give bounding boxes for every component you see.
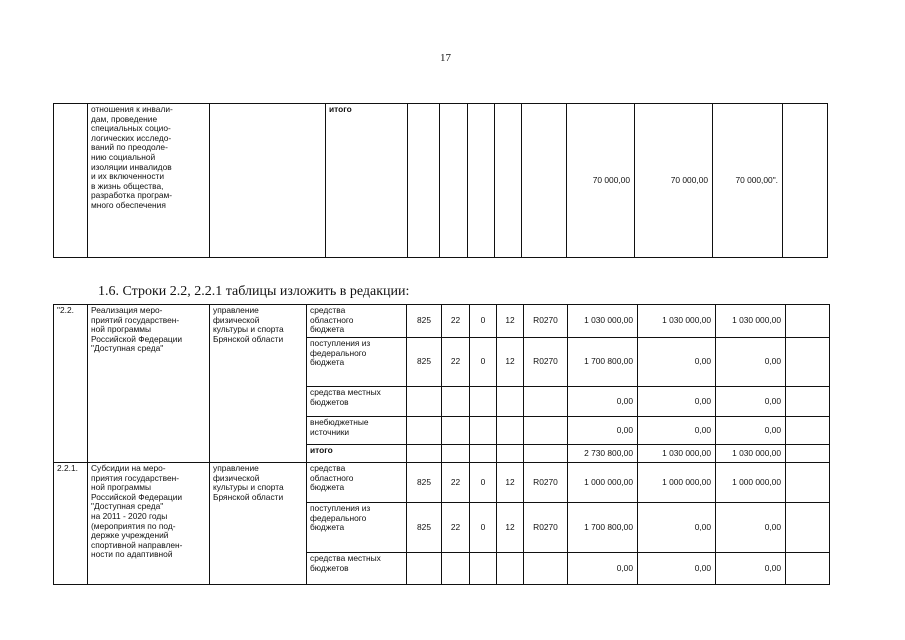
amount-y2: 1 030 000,00 (638, 445, 716, 463)
code-pr: 0 (470, 338, 497, 387)
code-rz: 22 (442, 463, 470, 503)
code-grbs (407, 553, 442, 585)
funding-source: внебюджетные источники (307, 417, 407, 445)
amount-y3: 0,00 (716, 387, 786, 417)
amount-y3: 1 030 000,00 (716, 305, 786, 338)
code-grbs: 825 (407, 463, 442, 503)
code-cs: 12 (497, 305, 524, 338)
code-grbs (407, 387, 442, 417)
code-vr (524, 387, 568, 417)
amount-y1: 1 700 800,00 (568, 503, 638, 553)
amount-y1: 1 000 000,00 (568, 463, 638, 503)
amount-y2: 0,00 (638, 553, 716, 585)
executor-cell (210, 104, 326, 258)
code-rz (442, 417, 470, 445)
amount-y3: 0,00 (716, 553, 786, 585)
table-row (54, 104, 828, 258)
funding-source: поступления из федерального бюджета (307, 503, 407, 553)
amount-cell: 70 000,00 (635, 104, 713, 258)
code-vr: R0270 (524, 338, 568, 387)
code-rz (442, 445, 470, 463)
code-cell (495, 104, 522, 258)
code-vr: R0270 (524, 503, 568, 553)
row-number: 2.2.1. (54, 463, 88, 585)
code-grbs: 825 (407, 305, 442, 338)
row-number: "2.2. (54, 305, 88, 463)
funding-source: средства областного бюджета (307, 305, 407, 338)
code-cell (408, 104, 440, 258)
code-grbs: 825 (407, 338, 442, 387)
empty-cell (786, 445, 830, 463)
code-pr: 0 (470, 503, 497, 553)
top-table-fragment (53, 103, 828, 258)
amount-y1: 0,00 (568, 387, 638, 417)
empty-cell (783, 104, 828, 258)
code-pr (470, 445, 497, 463)
number-cell (54, 104, 88, 258)
program-table (53, 304, 830, 585)
amount-cell: 70 000,00 (567, 104, 635, 258)
amount-y2: 0,00 (638, 503, 716, 553)
code-cs: 12 (497, 503, 524, 553)
activity-name: Субсидии на меро- приятия государствен- ной программы Российской Федерации "Доступная среда" на 2011 - 2020 годы (мероприятия по под- держке учреждений спортивной направлен- ности по адаптивной (88, 463, 210, 585)
amount-y2: 1 000 000,00 (638, 463, 716, 503)
amount-y1: 1 030 000,00 (568, 305, 638, 338)
description-cell: отношения к инвали- дам, проведение специальных социо- логических исследо- ваний по преодоле- нию социальной изоляции инвалидов и их включенности в жизнь общества, разработка програм- много обеспечения (88, 104, 210, 258)
code-rz (442, 553, 470, 585)
amount-y3: 1 000 000,00 (716, 463, 786, 503)
funding-source: средства областного бюджета (307, 463, 407, 503)
code-cs (497, 445, 524, 463)
code-cs: 12 (497, 463, 524, 503)
code-cs: 12 (497, 338, 524, 387)
empty-cell (786, 463, 830, 503)
table-row (54, 463, 830, 503)
code-grbs: 825 (407, 503, 442, 553)
amount-y3: 0,00 (716, 338, 786, 387)
funding-source: итого (307, 445, 407, 463)
code-cs (497, 417, 524, 445)
amount-y3: 1 030 000,00 (716, 445, 786, 463)
amount-y2: 0,00 (638, 338, 716, 387)
table-row (54, 305, 830, 338)
amount-y1: 1 700 800,00 (568, 338, 638, 387)
source-cell: итого (326, 104, 408, 258)
empty-cell (786, 503, 830, 553)
empty-cell (786, 553, 830, 585)
amount-y1: 0,00 (568, 417, 638, 445)
code-rz (442, 387, 470, 417)
code-vr: R0270 (524, 305, 568, 338)
code-cell (522, 104, 567, 258)
code-rz: 22 (442, 305, 470, 338)
empty-cell (786, 338, 830, 387)
funding-source: средства местных бюджетов (307, 387, 407, 417)
code-grbs (407, 445, 442, 463)
code-pr (470, 417, 497, 445)
code-cell (440, 104, 468, 258)
code-cs (497, 553, 524, 585)
page-number: 17 (440, 52, 451, 64)
amount-y1: 2 730 800,00 (568, 445, 638, 463)
code-pr (470, 553, 497, 585)
funding-source: средства местных бюджетов (307, 553, 407, 585)
amount-y3: 0,00 (716, 417, 786, 445)
executor: управление физической культуры и спорта Брянской области (210, 305, 307, 463)
empty-cell (786, 387, 830, 417)
section-heading: 1.6. Строки 2.2, 2.2.1 таблицы изложить в редакции: (98, 284, 410, 299)
code-cs (497, 387, 524, 417)
amount-y2: 1 030 000,00 (638, 305, 716, 338)
funding-source: поступления из федерального бюджета (307, 338, 407, 387)
amount-y2: 0,00 (638, 387, 716, 417)
code-cell (468, 104, 495, 258)
code-pr: 0 (470, 463, 497, 503)
code-pr (470, 387, 497, 417)
code-vr (524, 417, 568, 445)
code-vr: R0270 (524, 463, 568, 503)
amount-cell: 70 000,00". (713, 104, 783, 258)
code-grbs (407, 417, 442, 445)
code-vr (524, 445, 568, 463)
empty-cell (786, 417, 830, 445)
code-vr (524, 553, 568, 585)
activity-name: Реализация меро- приятий государствен- ной программы Российской Федерации "Доступная среда" (88, 305, 210, 463)
code-pr: 0 (470, 305, 497, 338)
empty-cell (786, 305, 830, 338)
amount-y2: 0,00 (638, 417, 716, 445)
executor: управление физической культуры и спорта Брянской области (210, 463, 307, 585)
amount-y3: 0,00 (716, 503, 786, 553)
amount-y1: 0,00 (568, 553, 638, 585)
code-rz: 22 (442, 503, 470, 553)
code-rz: 22 (442, 338, 470, 387)
